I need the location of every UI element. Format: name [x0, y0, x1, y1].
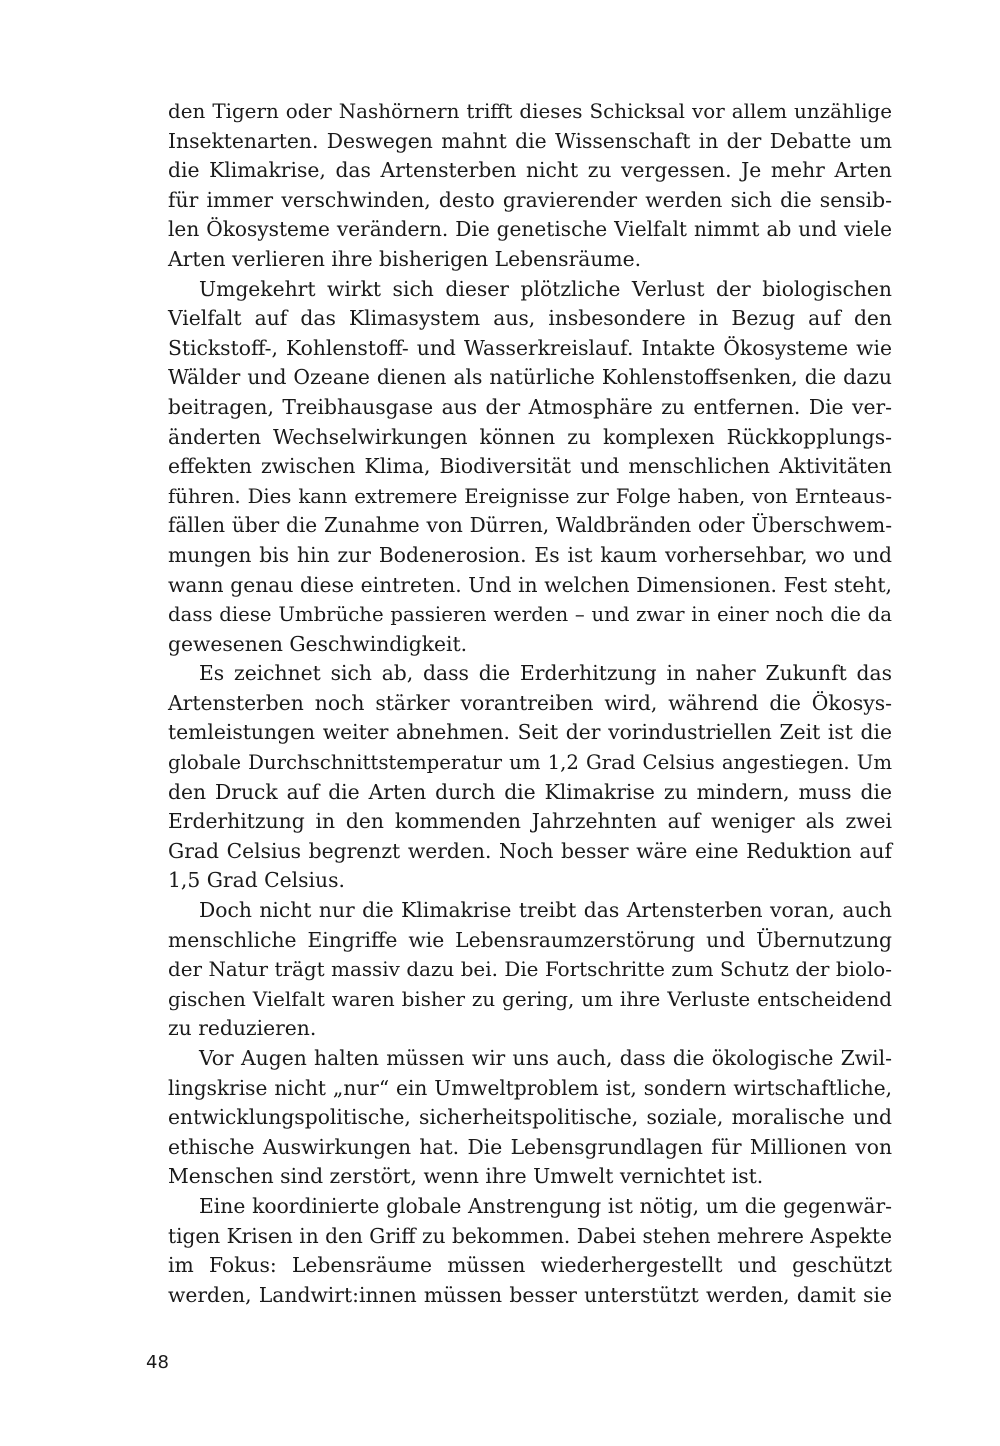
text-line: dass diese Umbrüche passieren werden – und zwar in einer noch die da — [168, 603, 892, 627]
text-line: die Klimakrise, das Artensterben nicht zu vergessen. Je mehr Arten — [168, 158, 892, 183]
text-line: temleistungen weiter abnehmen. Seit der vorindustriellen Zeit ist die — [168, 720, 892, 745]
text-line: menschliche Eingriffe wie Lebensraumzerstörung und Übernutzung — [168, 927, 892, 952]
text-line: mungen bis hin zur Bodenerosion. Es ist kaum vorhersehbar, wo und — [168, 542, 892, 567]
body-text — [168, 97, 892, 1310]
text-line: wann genau diese eintreten. Und in welchen Dimensionen. Fest steht, — [168, 572, 892, 597]
text-line: tigen Krisen in den Griff zu bekommen. Dabei stehen mehrere Aspekte — [168, 1223, 892, 1248]
page-number: 48 — [146, 1352, 169, 1373]
text-line: den Druck auf die Arten durch die Klimakrise zu mindern, muss die — [168, 779, 892, 804]
text-line: Vor Augen halten müssen wir uns auch, dass die ökologische Zwil- — [199, 1046, 892, 1070]
text-line: im Fokus: Lebensräume müssen wiederhergestellt und geschützt — [168, 1253, 892, 1278]
text-line: len Ökosysteme verändern. Die genetische Vielfalt nimmt ab und viele — [168, 217, 892, 242]
text-line: Wälder und Ozeane dienen als natürliche Kohlenstoffsenken, die dazu — [168, 365, 892, 390]
text-line: globale Durchschnittstemperatur um 1,2 Grad Celsius angestiegen. Um — [168, 751, 892, 775]
text-line: für immer verschwinden, desto gravierender werden sich die sensib- — [168, 187, 892, 212]
text-line: zu reduzieren. — [168, 1016, 317, 1041]
text-line: Erderhitzung in den kommenden Jahrzehnten auf weniger als zwei — [168, 809, 892, 834]
text-line: werden, Landwirt:innen müssen besser unterstützt werden, damit sie — [168, 1282, 892, 1307]
text-line: Doch nicht nur die Klimakrise treibt das Artensterben voran, auch — [199, 898, 892, 923]
text-line: Menschen sind zerstört, wenn ihre Umwelt vernichtet ist. — [168, 1164, 764, 1189]
text-line: Eine koordinierte globale Anstrengung ist nötig, um die gegenwär- — [199, 1193, 892, 1218]
text-line: entwicklungspolitische, sicherheitspolitische, soziale, moralische und — [168, 1105, 892, 1130]
text-line: fällen über die Zunahme von Dürren, Waldbränden oder Überschwem- — [168, 513, 892, 538]
text-line: Insektenarten. Deswegen mahnt die Wissenschaft in der Debatte um — [168, 128, 892, 153]
text-line: lingskrise nicht „nur“ ein Umweltproblem ist, sondern wirtschaftliche, — [168, 1075, 892, 1100]
text-line: effekten zwischen Klima, Biodiversität und menschlichen Aktivitäten — [168, 454, 892, 479]
text-line: Vielfalt auf das Klimasystem aus, insbesondere in Bezug auf den — [168, 306, 892, 331]
text-line: der Natur trägt massiv dazu bei. Die Fortschritte zum Schutz der biolo- — [168, 958, 892, 982]
text-line: 1,5 Grad Celsius. — [168, 868, 345, 893]
text-line: Umgekehrt wirkt sich dieser plötzliche Verlust der biologischen — [199, 276, 892, 301]
text-line: den Tigern oder Nashörnern trifft dieses Schicksal vor allem unzählige — [168, 100, 892, 123]
text-line: Es zeichnet sich ab, dass die Erderhitzung in naher Zukunft das — [199, 661, 892, 686]
text-line: beitragen, Treibhausgase aus der Atmosphäre zu entfernen. Die ver- — [168, 394, 892, 419]
text-line: gewesenen Geschwindigkeit. — [168, 631, 468, 656]
text-line: änderten Wechselwirkungen können zu komplexen Rückkopplungs- — [168, 424, 892, 449]
text-line: Grad Celsius begrenzt werden. Noch besser wäre eine Reduktion auf — [168, 838, 892, 863]
text-line: führen. Dies kann extremere Ereignisse zur Folge haben, von Ernteaus- — [168, 484, 892, 508]
text-line: Stickstoff-, Kohlenstoff- und Wasserkreislauf. Intakte Ökosysteme wie — [168, 335, 892, 360]
text-line: gischen Vielfalt waren bisher zu gering, um ihre Verluste entscheidend — [168, 987, 892, 1011]
text-line: ethische Auswirkungen hat. Die Lebensgrundlagen für Millionen von — [168, 1134, 892, 1159]
text-line: Arten verlieren ihre bisherigen Lebensräume. — [168, 246, 642, 271]
text-line: Artensterben noch stärker vorantreiben wird, während die Ökosys- — [168, 690, 892, 715]
